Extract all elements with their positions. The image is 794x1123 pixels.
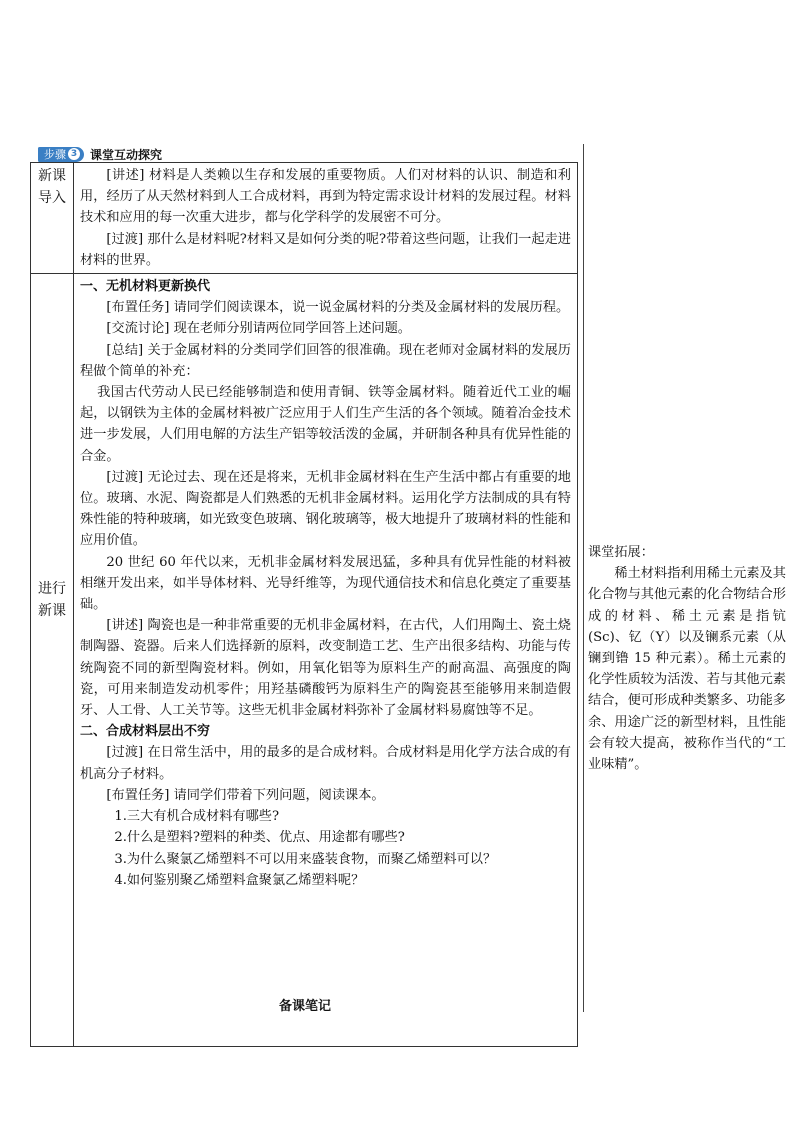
paragraph: [总结] 关于金属材料的分类同学们回答的很准确。现在老师对金属材料的发展历程做个简单的补充：: [80, 342, 571, 379]
body-label-text: [31, 578, 73, 622]
section-title-inorganic: 一、无机材料更新换代: [80, 279, 211, 295]
lesson-table: [30, 162, 578, 1047]
paragraph: [过渡] 无论过去、现在还是将来，无机非金属材料在生产生活中都占有重要的地位。玻璃、水泥、陶瓷都是人们熟悉的无机非金属材料。运用化学方法制成的具有特殊性能的特种玻璃，如光致变色玻璃、钢化玻璃等，极大地提升了玻璃材料的性能和应用价值。: [80, 469, 571, 549]
margin-divider: [583, 144, 584, 1012]
footer-notes-label: 备课笔记: [278, 999, 331, 1014]
label-line: 进行: [38, 581, 66, 598]
paragraph: [布置任务] 请同学们阅读课本，说一说金属材料的分类及金属材料的发展历程。: [106, 300, 570, 316]
intro-label: [31, 163, 74, 274]
body-label: [31, 274, 74, 1047]
step-title: 课堂互动探究: [90, 147, 163, 162]
body-row: [31, 274, 578, 1047]
label-line: 新课: [38, 603, 66, 620]
question-item: 4.如何鉴别聚乙烯塑料盒聚氯乙烯塑料呢？: [114, 872, 365, 888]
paragraph: 我国古代劳动人民已经能够制造和使用青铜、铁等金属材料。随着近代工业的崛起，以钢铁为主体的金属材料被广泛应用于人们生产生活的各个领域。随着冶金技术进一步发展，人们用电解的方法生产铝等较活泼的金属，并研制各种具有优异性能的合金。: [80, 385, 571, 464]
intro-content: [74, 163, 578, 274]
label-line: 导入: [38, 190, 66, 206]
intro-row: [31, 163, 578, 274]
question-item: 1.三大有机合成材料有哪些?: [114, 809, 280, 825]
body-content: [74, 274, 578, 1047]
question-item: 3.为什么聚氯乙烯塑料不可以用来盛装食物，而聚乙烯塑料可以？: [114, 851, 497, 867]
paragraph: [交流讨论] 现在老师分别请两位同学回答上述问题。: [106, 321, 411, 337]
label-line: 新课: [38, 168, 66, 184]
intro-paragraph: [过渡] 那什么是材料呢?材料又是如何分类的呢?带着这些问题，让我们一起走进材料的世界。: [80, 231, 571, 268]
side-note: [588, 542, 786, 775]
step-badge: [38, 147, 84, 162]
paragraph: [布置任务] 请同学们带着下列问题，阅读课本。: [106, 787, 385, 803]
step-number: 3: [68, 148, 80, 160]
intro-paragraph: [讲述] 材料是人类赖以生存和发展的重要物质。人们对材料的认识、制造和利用，经历了从天然材料到人工合成材料，再到为特定需求设计材料的发展过程。材料技术和应用的每一次重大进步，都与化学科学的发展密不可分。: [80, 168, 571, 226]
side-note-text: 稀土材料指利用稀土元素及其化合物与其他元素的化合物结合形成的材料、稀土元素是指钪(Sc)、钇（Y）以及镧系元素（从镧到镥 15 种元素）。稀土元素的化学性质较为活泼、若与其他元素结合，便可形成种类繁多、功能多余、用途广泛的新型材料，且性能会有较大提高，被称作当代的“工业味精”。: [588, 566, 786, 773]
paragraph: [过渡] 在日常生活中，用的最多的是合成材料。合成材料是用化学方法合成的有机高分子材料。: [80, 745, 571, 782]
side-note-title: 课堂拓展：: [588, 545, 654, 560]
question-item: 2.什么是塑料?塑料的种类、优点、用途都有哪些?: [114, 830, 405, 846]
paragraph: [讲述] 陶瓷也是一种非常重要的无机非金属材料，在古代，人们用陶土、瓷土烧制陶器、瓷器。后来人们选择新的原料，改变制造工艺、生产出很多结构、功能与传统陶瓷不同的新型陶瓷材料。例如，用氧化铝等为原料生产的耐高温、高强度的陶瓷，可用来制造发动机零件；用羟基磷酸钙为原料生产的陶瓷甚至能够用来制造假牙、人工骨、人工关节等。这些无机非金属材料弥补了金属材料易腐蚀等不足。: [80, 618, 571, 719]
section-title-synthetic: 二、合成材料层出不穷: [80, 724, 211, 740]
step-header: [38, 146, 162, 162]
paragraph: 20 世纪 60 年代以来，无机非金属材料发展迅猛，多种具有优异性能的材料被相继开发出来，如半导体材料、光导纤维等，为现代通信技术和信息化奠定了重要基础。: [80, 554, 571, 613]
step-badge-text: 步骤: [44, 147, 66, 161]
intro-label-text: [31, 165, 73, 209]
